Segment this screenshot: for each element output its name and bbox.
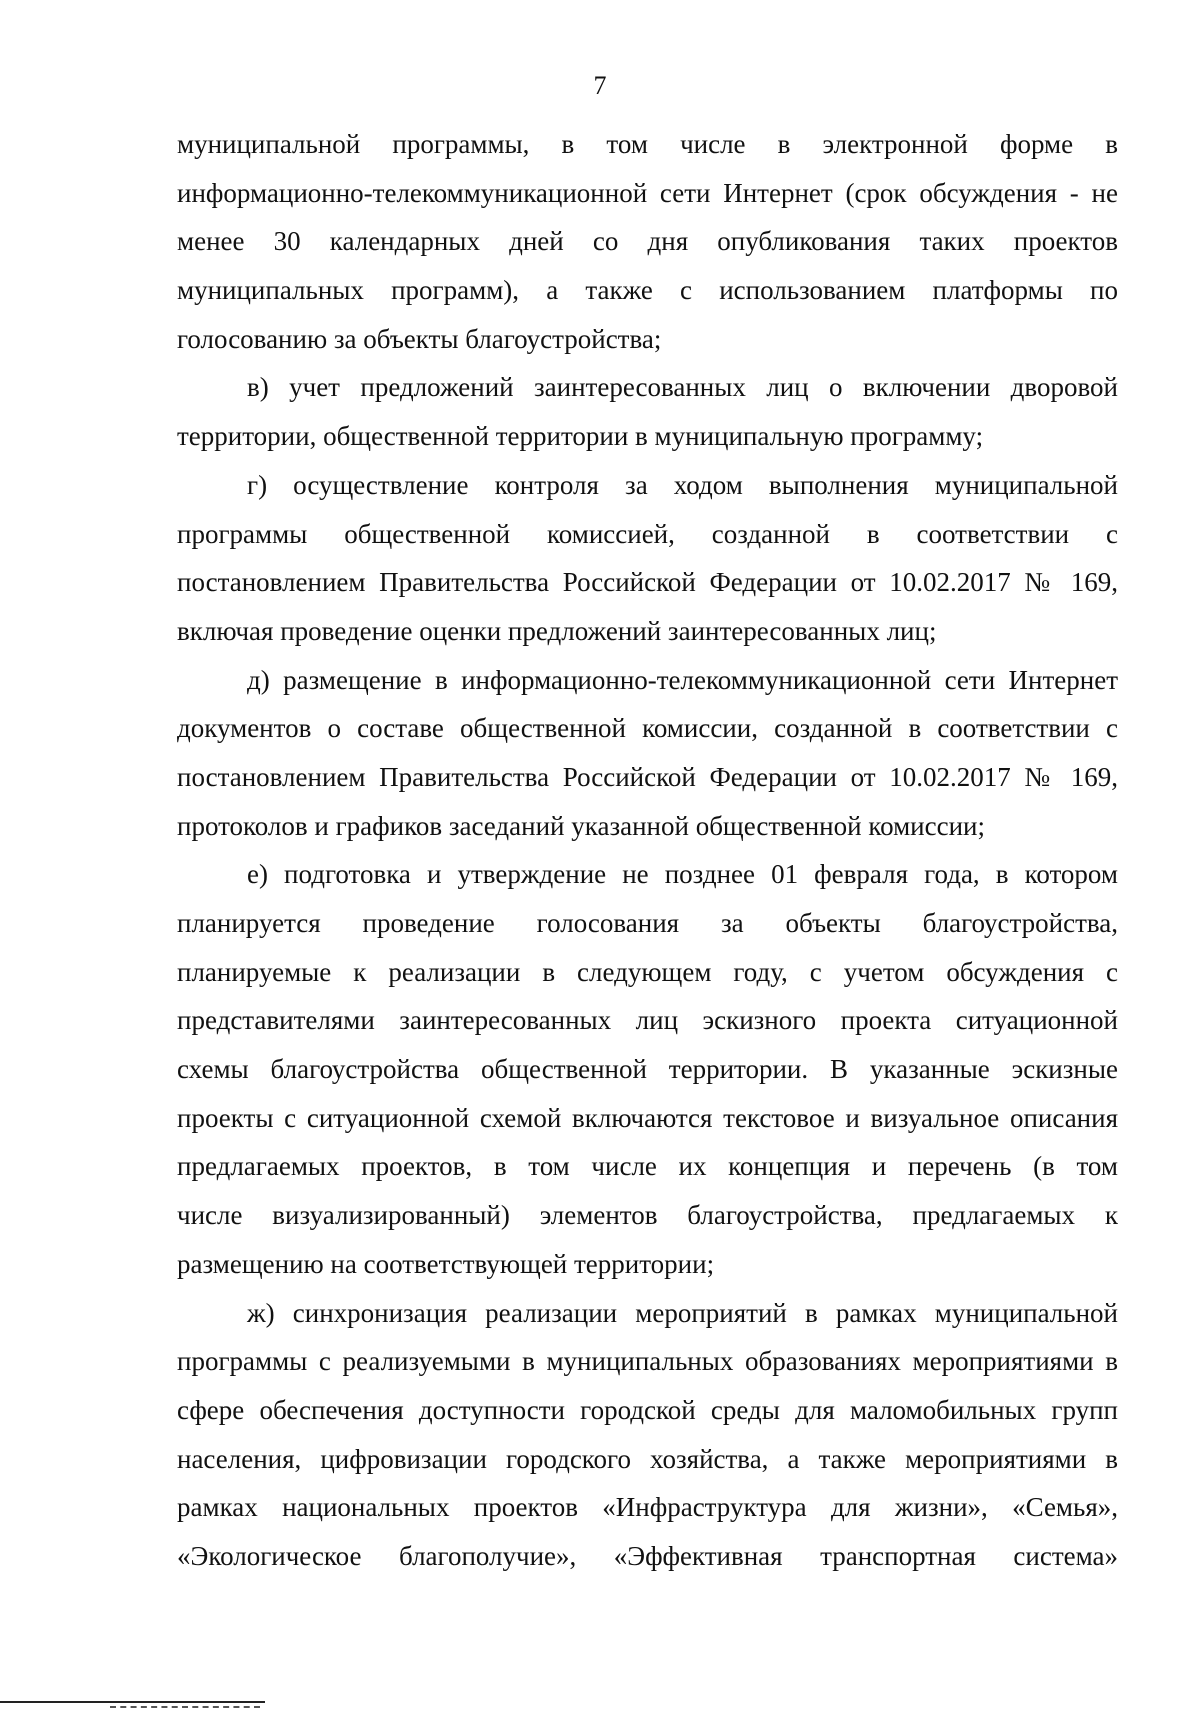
text-line: муниципальной программы, в том числе в электронной форме в (177, 129, 1118, 159)
paragraph-g-start: г) осуществление контроля за ходом выполнения муниципальной (247, 469, 1118, 500)
text-line: менее 30 календарных дней со дня опубликования таких проектов (177, 226, 1118, 257)
body-text (177, 120, 1118, 1581)
text-line: предлагаемых проектов, в том числе их концепция и перечень (в том (177, 1151, 1118, 1182)
text-line: программы с реализуемыми в муниципальных образованиях мероприятиями в (177, 1346, 1118, 1377)
text-line: информационно-телекоммуникационной сети Интернет (срок обсуждения - не (177, 177, 1118, 208)
text-line: голосованию за объекты благоустройства; (177, 323, 662, 354)
text-line: протоколов и графиков заседаний указанной общественной комиссии; (177, 810, 985, 841)
page-number: 7 (593, 71, 607, 100)
text-line: муниципальных программ), а также с использованием платформы по (177, 275, 1118, 306)
paragraph-zh-start: ж) синхронизация реализации мероприятий в рамках муниципальной (247, 1297, 1118, 1328)
text-line: планируемые к реализации в следующем году, с учетом обсуждения с (177, 956, 1118, 987)
text-line: планируется проведение голосования за объекты благоустройства, (177, 908, 1118, 938)
text-line: схемы благоустройства общественной территории. В указанные эскизные (177, 1054, 1118, 1085)
text-line: программы общественной комиссией, созданной в соответствии с (177, 518, 1118, 549)
text-line: «Экологическое благополучие», «Эффективная транспортная система» (177, 1540, 1118, 1571)
text-line: постановлением Правительства Российской Федерации от 10.02.2017 № 169, (177, 567, 1118, 598)
text-line: числе визуализированный) элементов благоустройства, предлагаемых к (177, 1200, 1118, 1231)
text-line: населения, цифровизации городского хозяйства, а также мероприятиями в (177, 1443, 1118, 1474)
text-line: постановлением Правительства Российской Федерации от 10.02.2017 № 169, (177, 761, 1118, 792)
scan-edge-dashes (110, 1706, 260, 1708)
text-line: рамках национальных проектов «Инфраструктура для жизни», «Семья», (177, 1492, 1118, 1523)
paragraph-e-start: е) подготовка и утверждение не позднее 01 февраля года, в котором (247, 859, 1118, 890)
text-line: размещению на соответствующей территории; (177, 1248, 715, 1279)
paragraph-d-start: д) размещение в информационно-телекоммуникационной сети Интернет (247, 664, 1118, 695)
paragraph-v-start: в) учет предложений заинтересованных лиц о включении дворовой (247, 372, 1118, 403)
text-line: представителями заинтересованных лиц эскизного проекта ситуационной (177, 1005, 1118, 1036)
text-line: проекты с ситуационной схемой включаются текстовое и визуальное описания (177, 1102, 1118, 1133)
text-line: включая проведение оценки предложений заинтересованных лиц; (177, 615, 937, 646)
text-line: территории, общественной территории в муниципальную программу; (177, 421, 984, 452)
text-line: документов о составе общественной комиссии, созданной в соответствии с (177, 713, 1118, 744)
text-line: сфере обеспечения доступности городской среды для маломобильных групп (177, 1394, 1118, 1425)
scan-edge-line (0, 1701, 265, 1703)
